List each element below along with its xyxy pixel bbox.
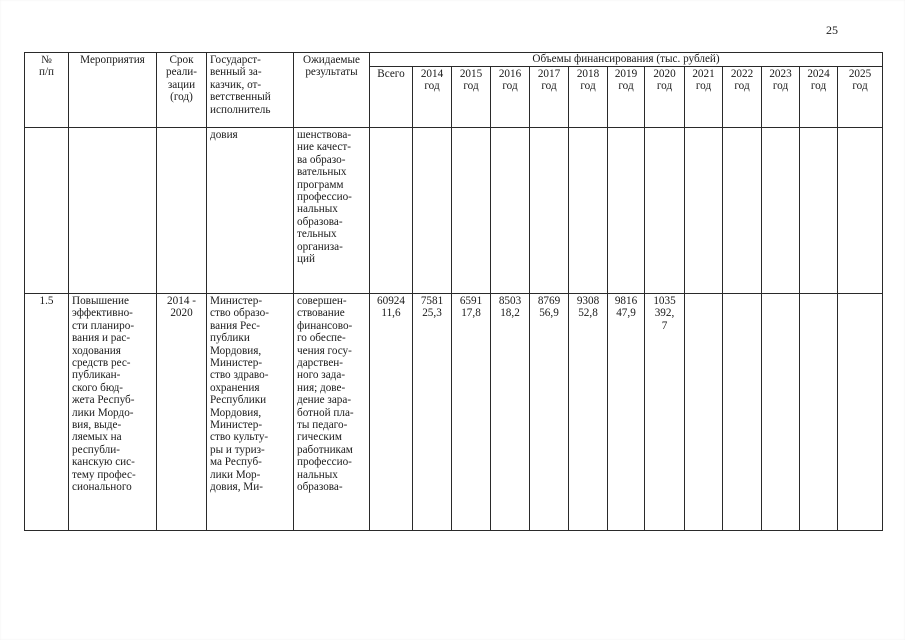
header-year: 2024 год (800, 67, 838, 128)
header-year: 2017 год (530, 67, 569, 128)
row-total (370, 128, 413, 294)
row-number: 1.5 (25, 294, 69, 531)
row-year-value (569, 128, 608, 294)
row-year-value (800, 128, 838, 294)
header-year: 2025 год (838, 67, 883, 128)
header-year: 2018 год (569, 67, 608, 128)
row-year-value (723, 128, 762, 294)
row-year-value (838, 294, 883, 531)
row-year-value: 9308 52,8 (569, 294, 608, 531)
header-year: 2016 год (491, 67, 530, 128)
row-year-value (608, 128, 645, 294)
header-year: 2019 год (608, 67, 645, 128)
row-year-value: 8503 18,2 (491, 294, 530, 531)
financing-table (24, 52, 883, 531)
row-year-value (800, 294, 838, 531)
row-year-value (762, 294, 800, 531)
header-term: Срок реали- зации (год) (157, 53, 207, 128)
row-measure (69, 128, 157, 294)
row-year-value (452, 128, 491, 294)
header-executor: Государст- венный за- казчик, от- ветственный исполнитель (207, 53, 294, 128)
table-row (25, 128, 883, 294)
header-year: 2015 год (452, 67, 491, 128)
row-year-value (685, 128, 723, 294)
header-number: № п/п (25, 53, 69, 128)
row-year-value: 8769 56,9 (530, 294, 569, 531)
row-year-value: 9816 47,9 (608, 294, 645, 531)
row-results: совершен- ствование финансово- го обеспе- чения госу- дарствен- ного зада- ния; дове- дение зара- ботной пла- ты педаго- гическим работникам профессио- нальных образова- (294, 294, 370, 531)
row-measure: Повышение эффективно- сти планиро- вания и рас- ходования средств рес- публикан- ского бюд- жета Респуб- лики Мордо- вия, выде- ляемых на республи- канскую сис- тему профес- сионального (69, 294, 157, 531)
header-results: Ожидаемые результаты (294, 53, 370, 128)
row-year-value: 1035 392, 7 (645, 294, 685, 531)
row-year-value (685, 294, 723, 531)
header-total: Всего (370, 67, 413, 128)
row-executor: довия (207, 128, 294, 294)
row-year-value (723, 294, 762, 531)
header-year: 2022 год (723, 67, 762, 128)
row-total: 60924 11,6 (370, 294, 413, 531)
row-year-value: 6591 17,8 (452, 294, 491, 531)
row-executor: Министер- ство образо- вания Рес- публики Мордовия, Министер- ство здраво- охранения Республики Мордовия, Министер- ство культу- ры и туриз- ма Респуб- лики Мор- довия, Ми- (207, 294, 294, 531)
row-year-value (413, 128, 452, 294)
row-year-value (645, 128, 685, 294)
header-measures: Мероприятия (69, 53, 157, 128)
row-year-value (762, 128, 800, 294)
row-results: шенствова- ние качест- ва образо- вательных программ профессио- нальных образова- тельных организа- ций (294, 128, 370, 294)
header-year: 2023 год (762, 67, 800, 128)
row-year-value (530, 128, 569, 294)
header-financing: Объемы финансирования (тыс. рублей) (370, 53, 883, 67)
row-year-value (491, 128, 530, 294)
header-year: 2020 год (645, 67, 685, 128)
row-year-value (838, 128, 883, 294)
row-term (157, 128, 207, 294)
header-year: 2021 год (685, 67, 723, 128)
row-year-value: 7581 25,3 (413, 294, 452, 531)
table-row (25, 294, 883, 531)
row-term: 2014 - 2020 (157, 294, 207, 531)
page-number: 25 (826, 23, 838, 37)
row-number (25, 128, 69, 294)
header-year: 2014 год (413, 67, 452, 128)
